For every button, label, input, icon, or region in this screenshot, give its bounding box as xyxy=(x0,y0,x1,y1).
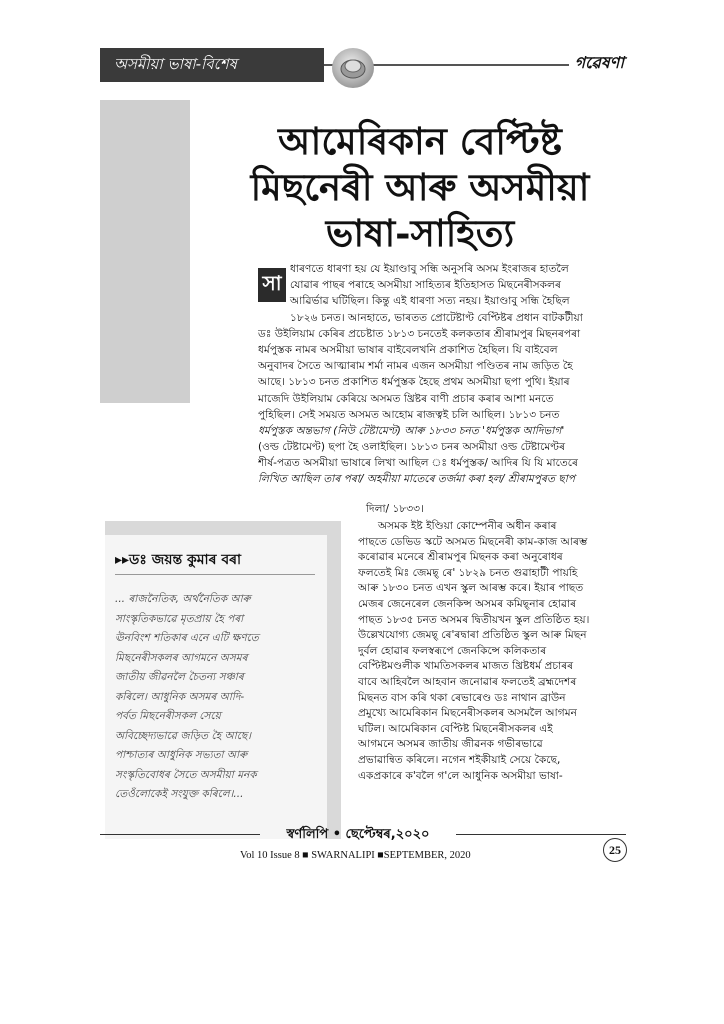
text-line: আৱিৰ্ভাৱ ঘটিছিল। কিন্তু এই ধাৰণা সত্য নহয়। ইয়াণ্ডাবু সন্ধি হৈছিল xyxy=(290,295,570,308)
quote-line: পৰ্বত মিছনেৰীসকল সেয়ে xyxy=(115,710,221,722)
body-column xyxy=(358,519,626,784)
quote-line: ... ৰাজনৈতিক, অৰ্থনৈতিক আৰু xyxy=(115,593,251,605)
text-line: ধাৰণতে ধাৰণা হয় যে ইয়াণ্ডাবু সন্ধি অনুসৰি অসম ইংৰাজৰ হাতলৈ xyxy=(290,263,569,275)
text-line: পাছতে ডেভিড স্কটে অসমত মিছনেৰী কাম-কাজ আৰম্ভ xyxy=(358,535,588,548)
page-number: 25 xyxy=(603,838,627,862)
author-name: ▸▸ডঃ জয়ন্ত কুমাৰ বৰা xyxy=(115,552,242,568)
quote-line: সাংস্কৃতিকভাৱে মৃতপ্ৰায় হৈ পৰা xyxy=(115,612,244,625)
footer-rule xyxy=(100,834,260,835)
text-line: প্ৰমুখ্যে আমেৰিকান মিছনেৰীসকলৰ অসমলৈ আগমন xyxy=(358,707,577,720)
pull-quote xyxy=(115,590,335,805)
text-line: বেপ্টিষ্টমণ্ডলীক খামতিসকলৰ মাজত খ্ৰিষ্টধৰ্ম প্ৰচাৰৰ xyxy=(358,660,574,673)
text-line: মাজেদি উইলিয়াম কেৰিয়ে অসমত খ্ৰিষ্টৰ বাণী প্ৰচাৰ কৰাৰ আশা মনতে xyxy=(258,392,554,405)
text-line: মেজৰ জেনেৰেল জেনকিন্স অসমৰ কমিছ্নাৰ হোৱাৰ xyxy=(358,597,577,610)
text-line: প্ৰভাৱান্বিত কৰিলে। নগেন শইকীয়াই সেয়ে কৈছে, xyxy=(358,753,561,766)
article-title xyxy=(200,118,640,256)
text-line: শীৰ্ষ-পত্ৰত অসমীয়া ভাষাৰে লিখা আছিল ঃ ধৰ্মপুস্তক/ আদিৰ যি যি মাতেৰে xyxy=(258,457,579,470)
magazine-title: স্বৰ্ণলিপি • ছেপ্টেম্বৰ,২০২০ xyxy=(286,827,430,842)
text-line: অনুবাদৰ সৈতে আত্মাৰাম শৰ্মা নামৰ এজন অসমীয়া পণ্ডিতৰ নাম জড়িত হৈ xyxy=(258,360,573,373)
title-line: আমেৰিকান বেপ্টিষ্ট xyxy=(278,119,562,163)
decorative-panel xyxy=(100,100,190,403)
category-label: গৱেষণা xyxy=(569,50,624,77)
text-line: উল্লেখযোগ্য জেমছ্ ৰে'ৰদ্বাৰা প্ৰতিষ্ঠিত স্কুল আৰু মিছন xyxy=(358,629,587,642)
quote-line: জাতীয় জীৱনলৈ চৈতন্য সঞ্চাৰ xyxy=(115,671,244,683)
text-line: কৰোৱাৰ মনেৰে শ্ৰীৰামপুৰ মিছনক কৰা অনুৰোধৰ xyxy=(358,551,563,564)
text-line: ঘটিল। আমেৰিকান বেপ্টিষ্ট মিছনেৰীসকলৰ এই xyxy=(358,722,553,735)
title-line: ভাষা-সাহিত্য xyxy=(325,211,515,255)
text-line: যোৱাৰ পাছৰ পৰাহে অসমীয়া সাহিত্যৰ ইতিহাসত মিছনেৰীসকলৰ xyxy=(290,279,561,292)
footer-rule xyxy=(456,834,626,835)
text-line: ডঃ উইলিয়াম কেৰিৰ প্ৰচেষ্টাত ১৮১৩ চনতেই কলকতাৰ শ্ৰীৰামপুৰ মিছনৰপৰা xyxy=(258,327,581,340)
text-line: ১৮২৬ চনত। আনহাতে, ভাৰতত প্ৰোটেষ্টাণ্ট বেপ্টিষ্টৰ প্ৰধান বাটকটীয়া xyxy=(290,311,583,324)
quote-line: অবিচ্ছেদ্যভাৱে জড়িত হৈ আছে। xyxy=(115,729,252,742)
divider xyxy=(115,574,315,575)
intro-paragraph xyxy=(258,261,626,488)
section-label: অসমীয়া ভাষা-বিশেষ xyxy=(100,48,324,82)
text-line: পাছত ১৮৩৫ চনত অসমৰ দ্বিতীয়খন স্কুল প্ৰতিষ্ঠিত হয়। xyxy=(358,613,590,626)
quote-line: তেওঁলোকেই সংযুক্ত কৰিলে।... xyxy=(115,788,244,800)
text-line: (ওল্ড টেষ্টামেণ্ট) ছপা হৈ ওলাইছিল। ১৮১৩ চনৰ অসমীয়া ওল্ড টেষ্টামেণ্টৰ xyxy=(258,441,566,454)
quote-line: পাশ্চাত্যৰ আধুনিক সভ্যতা আৰু xyxy=(115,749,248,761)
text-line: একপ্ৰকাৰে ক'বলৈ গ'লে আধুনিক অসমীয়া ভাষা- xyxy=(358,769,563,782)
magazine-emblem-icon xyxy=(332,48,374,88)
text-line: বাবে আহিবলৈ আহবান জনোৱাৰ ফলতেই ব্ৰহ্মদেশৰ xyxy=(358,675,577,688)
text-line: মিছনত বাস কৰি থকা ৰেভাৰেণ্ড ডঃ নাথান ব্ৰাউন xyxy=(358,691,566,704)
quote-line: কৰিলে। আধুনিক অসমৰ আদি- xyxy=(115,690,245,703)
text-line: ফলতেই মিঃ জেমছ্ ৰে' ১৮২৯ চনত গুৱাহাটী পায়হি xyxy=(358,566,578,579)
quote-line: ঊনবিংশ শতিকাৰ এনে এটি ক্ষণতে xyxy=(115,632,259,644)
quote-line: সংস্কৃতিবোধৰ সৈতে অসমীয়া মনক xyxy=(115,768,257,781)
text-line: আৰু ১৮৩০ চনত এখন স্কুল আৰম্ভ কৰে। ইয়াৰ পাছত xyxy=(358,582,584,595)
emblem-glyph-icon xyxy=(338,53,368,83)
text-line: আছে। ১৮১৩ চনত প্ৰকাশিত ধৰ্মপুস্তক হৈছে প্ৰথম অসমীয়া ছপা পুথি। ইয়াৰ xyxy=(258,376,570,389)
text-line: লিখিত আছিল তাৰ পৰা/ অহমীয়া মাতেৰে তৰ্জমা কৰা হল/ শ্ৰীৰামপুৰত ছাপ xyxy=(258,473,575,486)
text-line: ধৰ্মপুস্তক নামৰ অসমীয়া ভাষাৰ বাইবেলখনি প্ৰকাশিত হৈছিল। যি বাইবেল xyxy=(258,343,558,356)
text-line: পুহিছিল। সেই সময়ত অসমত আহোম ৰাজত্বই চলি আছিল। ১৮১৩ চনত xyxy=(258,408,560,421)
issue-line: Vol 10 Issue 8 ■ SWARNALIPI ■SEPTEMBER, 2020 xyxy=(240,850,471,861)
intro-tail: দিলা/ ১৮৩৩। xyxy=(366,503,424,515)
quote-line: মিছনেৰীসকলৰ আগমনে অসমৰ xyxy=(115,651,248,664)
title-line: মিছনেৰী আৰু অসমীয়া xyxy=(250,165,590,209)
drop-cap: সা xyxy=(258,268,286,302)
text-line: আগমনে অসমৰ জাতীয় জীৱনক গভীৰভাৱে xyxy=(358,738,543,751)
text-line: অসমক ইষ্ট ইণ্ডিয়া কোম্পেনীৰ অধীন কৰাৰ xyxy=(378,520,557,532)
text-line: দুৰ্বল হোৱাৰ ফলস্বৰূপে জেনকিন্সে কলিকতাৰ xyxy=(358,644,547,657)
text-line: ধৰ্মপুস্তক অন্তভাগ (নিউ টেষ্টামেণ্ট) আৰু ১৮৩৩ চনত 'ধৰ্মপুস্তক আদিভাগ' xyxy=(258,424,565,437)
